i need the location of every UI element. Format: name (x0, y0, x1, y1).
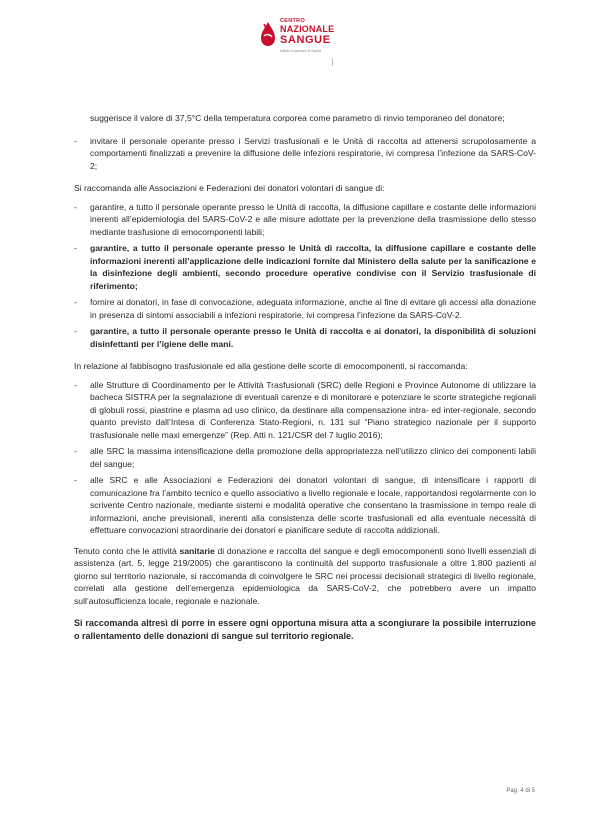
dash-bullet: - (74, 135, 77, 146)
list-item-text: garantire, a tutto il personale operante presso le Unità di raccolta, la diffusione capillare e costante delle informazioni inerenti all’epidemiologia del SARS-CoV-2 e alle misure adottate per la prevenzione della trasmissione dello stesso mediante trasfusione di emocomponenti labili; (90, 201, 536, 237)
list-item (74, 135, 536, 173)
dash-bullet: - (74, 475, 77, 485)
dash-bullet: - (74, 201, 77, 212)
list-item (74, 242, 536, 292)
list-item (74, 296, 536, 321)
body-paragraph (74, 545, 536, 608)
document-body (74, 112, 536, 643)
dash-bullet: - (74, 446, 77, 456)
cns-logo (258, 16, 342, 66)
list-item-text: garantire, a tutto il personale operante presso le Unità di raccolta e ai donatori, la disponibilità di soluzioni disinfettanti per l’igiene delle mani. (90, 326, 536, 349)
logo-line-1: CENTRO (280, 18, 306, 24)
para-bold-word: sanitarie (179, 545, 215, 556)
list-item (74, 201, 536, 239)
closing-statement: Si raccomanda altresì di porre in essere ogni opportuna misura atta a scongiurare la possibile interruzione o rallentamento delle donazioni di sangue sul territorio regionale. (74, 618, 536, 641)
list-item-text: fornire ai donatori, in fase di convocazione, adeguata informazione, anche al fine di evitare gli accessi alla donazione in presenza di sintomi associabili a infezioni respiratorie, ivi compresa l’infezione da SARS-CoV-2. (90, 297, 536, 320)
logo-divider (332, 58, 333, 66)
list-item-text: alle SRC e alle Associazioni e Federazioni dei donatori volontari di sangue, di intensificare i rapporti di comunicazione fra l’ambito tecnico e quello associativo a livello regionale e locale, rapportandosi regolarmente con lo scrivente Centro nazionale, mediante sistemi e modalità operative che consentano la trasmissione in tempo reale di informazioni, anche previsionali, inerenti alla consistenza delle scorte trasfusionali ed alla eventuale necessità di effettuare convocazioni straordinarie dei donatori e pianificare sedute di raccolta addizionali. (90, 475, 536, 535)
logo-line-3: SANGUE (280, 34, 331, 46)
continuation-text: suggerisce il valore di 37,5°C della temperatura corporea come parametro di rinvio temporaneo del donatore; (90, 113, 505, 123)
list-item (74, 445, 536, 470)
list-item (74, 379, 536, 442)
dash-bullet: - (74, 297, 77, 307)
list-item (74, 325, 536, 350)
section-lead: Si raccomanda alle Associazioni e Federazioni dei donatori volontari di sangue di: (74, 183, 385, 193)
logo-line-2: NAZIONALE (280, 24, 335, 34)
list-item-text: alle Strutture di Coordinamento per le Attività Trasfusionali (SRC) delle Regioni e Province Autonome di utilizzare la bacheca SISTRA per la segnalazione di eventuali carenze e di monitorare e potenziare le scorte strategiche regionali di globuli rossi, piastrine e plasma ad uso clinico, da destinare alla compensazione intra- ed inter-regionale, secondo quanto previsto dall’Intesa di Conferenza Stato-Regioni, n. 131 sul “Piano strategico nazionale per il supporto trasfusionale nelle maxi emergenze” (Rep. Atti n. 121/CSR del 7 luglio 2016); (90, 379, 536, 440)
logo-subtitle: Istituto Superiore di Sanità (280, 49, 322, 53)
list-item-text: alle SRC la massima intensificazione della promozione della appropriatezza nell’utilizzo clinico dei componenti labili del sangue; (90, 446, 536, 469)
section-lead: In relazione al fabbisogno trasfusionale ed alla gestione delle scorte di emocomponenti, si raccomanda: (74, 361, 468, 371)
dash-bullet: - (74, 379, 77, 390)
page-number: Pag. 4 di 5 (506, 788, 535, 794)
blood-drop-logo-icon (258, 20, 278, 48)
para-text-after: di donazione e raccolta del sangue e degli emocomponenti sono livelli essenziali di assistenza (art. 5, legge 219/2005) che garantiscono la continuità del supporto trasfusionale a oltre 1.800 pazienti al giorno sul territorio nazionale, si raccomanda di coinvolgere le SRC nei processi decisionali strategici di livello regionale, correlati alla gestione dell’emergenza epidemiologica da SARS-CoV-2, che potrebbero avere un impatto sull’autosufficienza locale, regionale e nazionale. (74, 545, 536, 606)
list-item-text: garantire, a tutto il personale operante presso le Unità di raccolta, la diffusione capillare e costante delle informazioni inerenti all’applicazione delle indicazioni fornite dal Ministero della salute per la sanificazione e la disinfezione degli ambienti, secondo procedure operative condivise con il Servizio trasfusionale di riferimento; (90, 243, 536, 291)
para-text-before: Tenuto conto che le attività (74, 545, 180, 556)
dash-bullet: - (74, 326, 77, 336)
list-item-text: invitare il personale operante presso i Servizi trasfusionali e le Unità di raccolta ad attenersi scrupolosamente a comportamenti finalizzati a prevenire la diffusione delle infezioni respiratorie, ivi compresa l’infezione da SARS-CoV-2; (90, 135, 536, 171)
dash-bullet: - (74, 243, 77, 253)
list-item (74, 474, 536, 537)
